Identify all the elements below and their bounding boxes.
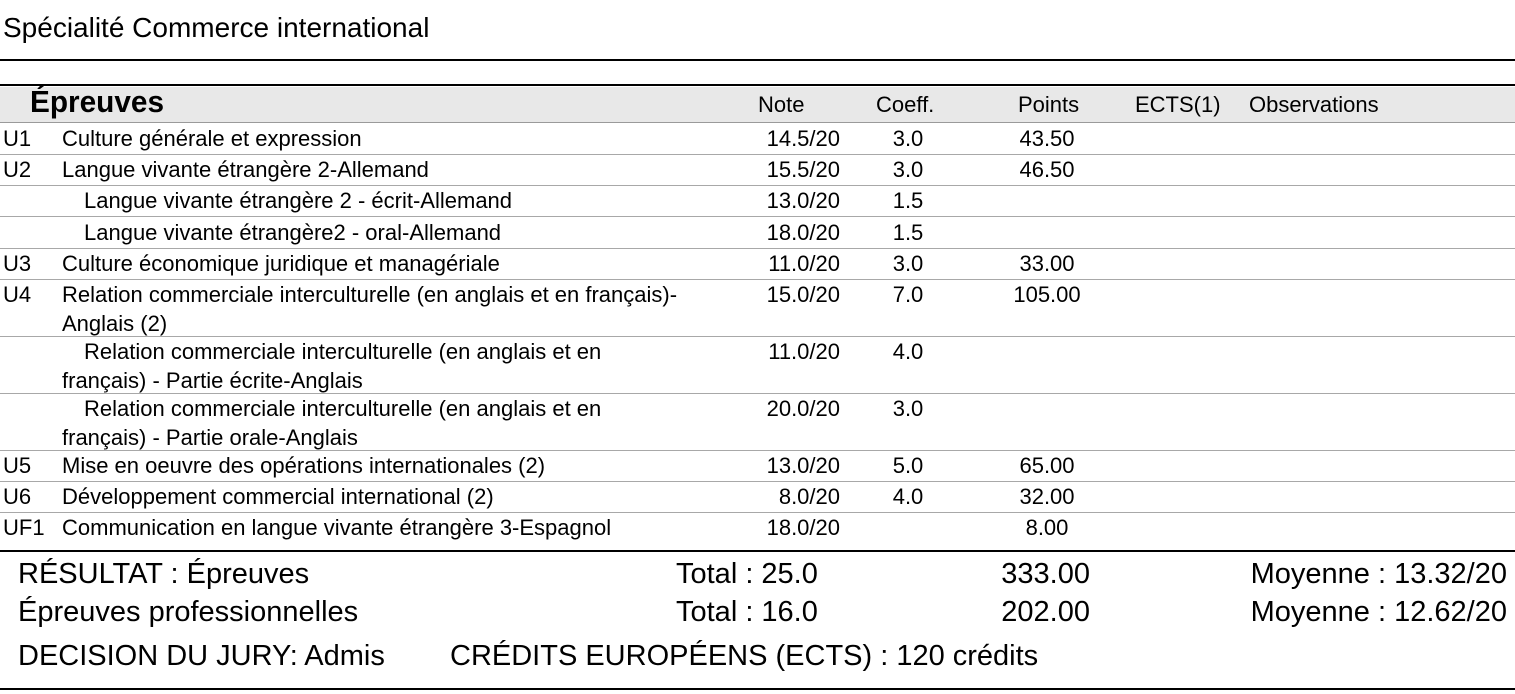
- result-label: RÉSULTAT : Épreuves: [18, 558, 310, 590]
- row-code: U5: [3, 453, 32, 478]
- table-row: [0, 394, 1515, 451]
- header-ects: ECTS(1): [1135, 92, 1221, 117]
- row-coeff: 4.0: [892, 339, 924, 364]
- pro-average: Moyenne : 12.62/20: [1250, 596, 1507, 628]
- row-coeff: 1.5: [892, 220, 924, 245]
- row-label: Langue vivante étrangère 2-Allemand: [62, 157, 429, 182]
- header-note: Note: [758, 92, 805, 117]
- row-label: Langue vivante étrangère2 - oral-Allemand: [84, 220, 502, 245]
- header-points: Points: [1018, 92, 1080, 117]
- row-coeff: 3.0: [892, 157, 924, 182]
- row-code: U3: [3, 251, 32, 276]
- row-note: 15.5/20: [766, 157, 840, 182]
- pro-points: 202.00: [1001, 596, 1090, 628]
- table-row: [0, 280, 1515, 337]
- table-row: [0, 155, 1515, 186]
- jury-decision: DECISION DU JURY: Admis: [18, 640, 385, 672]
- row-note: 13.0/20: [766, 453, 840, 478]
- result-total: Total : 25.0: [676, 558, 818, 590]
- page-title: Spécialité Commerce international: [3, 12, 430, 43]
- row-coeff: 3.0: [892, 396, 924, 421]
- header-underline: [0, 122, 1515, 123]
- row-label: Langue vivante étrangère 2 - écrit-Allemand: [84, 188, 513, 213]
- row-code: UF1: [3, 515, 45, 540]
- row-note: 14.5/20: [766, 126, 840, 151]
- row-note: 20.0/20: [766, 396, 840, 421]
- table-row: [0, 513, 1515, 544]
- row-label: Communication en langue vivante étrangère 3-Espagnol: [62, 515, 612, 540]
- row-points: 46.50: [1019, 157, 1075, 182]
- row-coeff: 4.0: [892, 484, 924, 509]
- row-label: Relation commerciale interculturelle (en anglais et en français)-Anglais (2): [62, 282, 678, 336]
- summary-top-rule: [0, 550, 1515, 552]
- table-row: [0, 337, 1515, 394]
- result-average: Moyenne : 13.32/20: [1250, 558, 1507, 590]
- pro-label: Épreuves professionnelles: [18, 596, 359, 628]
- row-note: 8.0/20: [778, 484, 840, 509]
- table-top-rule: [0, 84, 1515, 86]
- table-row: [0, 451, 1515, 482]
- row-label: Mise en oeuvre des opérations internationales (2): [62, 453, 546, 478]
- row-code: U1: [3, 126, 32, 151]
- row-code: U4: [3, 282, 32, 307]
- row-note: 11.0/20: [768, 251, 840, 276]
- row-coeff: 1.5: [892, 188, 924, 213]
- bottom-rule: [0, 688, 1515, 690]
- row-note: 18.0/20: [766, 515, 840, 540]
- row-points: 105.00: [1013, 282, 1081, 307]
- header-coeff: Coeff.: [876, 92, 935, 117]
- row-points: 33.00: [1019, 251, 1075, 276]
- row-coeff: 7.0: [892, 282, 924, 307]
- row-points: 43.50: [1019, 126, 1075, 151]
- table-row: [0, 217, 1515, 249]
- header-observations: Observations: [1249, 92, 1379, 117]
- row-note: 18.0/20: [766, 220, 840, 245]
- row-points: 65.00: [1019, 453, 1075, 478]
- header-epreuves: Épreuves: [30, 84, 164, 119]
- row-note: 11.0/20: [768, 339, 840, 364]
- table-row: [0, 249, 1515, 280]
- row-label: Développement commercial international (2): [62, 484, 494, 509]
- row-points: 8.00: [1025, 515, 1069, 540]
- table-row: [0, 124, 1515, 155]
- row-label: Culture générale et expression: [62, 126, 362, 151]
- table-row: [0, 482, 1515, 513]
- table-row: [0, 186, 1515, 217]
- row-note: 13.0/20: [766, 188, 840, 213]
- ects-credits: CRÉDITS EUROPÉENS (ECTS) : 120 crédits: [450, 640, 1039, 672]
- row-coeff: 3.0: [892, 251, 924, 276]
- row-coeff: 3.0: [892, 126, 924, 151]
- row-coeff: 5.0: [892, 453, 924, 478]
- pro-total: Total : 16.0: [676, 596, 818, 628]
- row-code: U6: [3, 484, 32, 509]
- row-label: Culture économique juridique et managériale: [62, 251, 500, 276]
- row-code: U2: [3, 157, 32, 182]
- title-divider: [0, 59, 1515, 61]
- row-label: Relation commerciale interculturelle (en anglais et en français) - Partie orale-Anglais: [62, 396, 602, 450]
- row-label: Relation commerciale interculturelle (en anglais et en français) - Partie écrite-Anglais: [62, 339, 602, 393]
- row-points: 32.00: [1019, 484, 1075, 509]
- result-points: 333.00: [1001, 558, 1090, 590]
- row-note: 15.0/20: [766, 282, 840, 307]
